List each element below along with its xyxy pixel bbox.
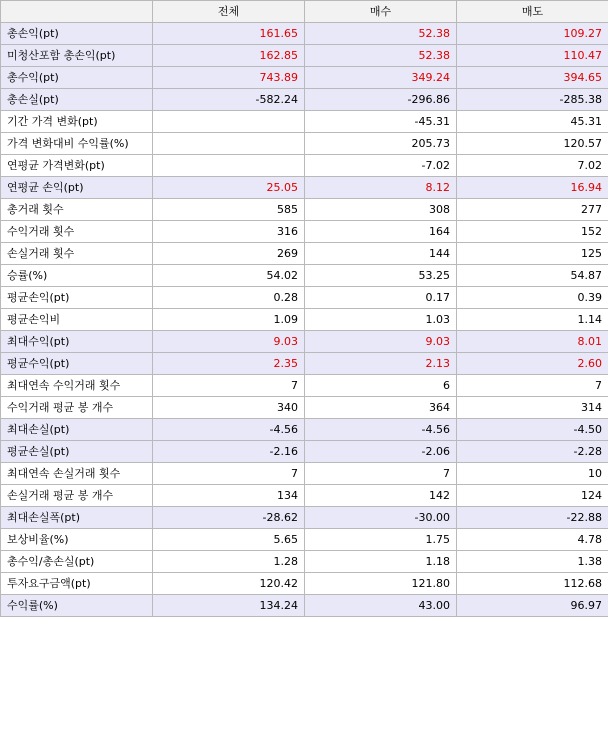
row-label: 총손익(pt): [1, 23, 153, 45]
table-row: [1, 441, 608, 463]
cell-sell: 96.97: [457, 595, 608, 617]
table-header: [1, 1, 608, 23]
table-row: [1, 67, 608, 89]
cell-buy: 2.13: [305, 353, 457, 375]
cell-sell: -4.50: [457, 419, 608, 441]
table-body: [1, 23, 608, 617]
cell-buy: 1.03: [305, 309, 457, 331]
table-row: [1, 221, 608, 243]
row-label: 총손실(pt): [1, 89, 153, 111]
cell-sell: 124: [457, 485, 608, 507]
row-label: 최대수익(pt): [1, 331, 153, 353]
cell-total: 54.02: [153, 265, 305, 287]
cell-sell: 1.38: [457, 551, 608, 573]
cell-total: [153, 155, 305, 177]
row-label: 승률(%): [1, 265, 153, 287]
cell-buy: 164: [305, 221, 457, 243]
cell-total: 1.28: [153, 551, 305, 573]
row-label: 최대연속 수익거래 횟수: [1, 375, 153, 397]
cell-sell: 152: [457, 221, 608, 243]
cell-sell: 4.78: [457, 529, 608, 551]
table-row: [1, 199, 608, 221]
table-row: [1, 397, 608, 419]
cell-buy: -4.56: [305, 419, 457, 441]
cell-total: 134: [153, 485, 305, 507]
cell-buy: 349.24: [305, 67, 457, 89]
table-row: [1, 243, 608, 265]
cell-buy: 52.38: [305, 23, 457, 45]
cell-buy: 52.38: [305, 45, 457, 67]
cell-total: 25.05: [153, 177, 305, 199]
row-label: 보상비율(%): [1, 529, 153, 551]
cell-buy: 364: [305, 397, 457, 419]
cell-buy: 1.75: [305, 529, 457, 551]
row-label: 손실거래 평균 봉 개수: [1, 485, 153, 507]
cell-total: -28.62: [153, 507, 305, 529]
row-label: 손실거래 횟수: [1, 243, 153, 265]
cell-sell: 16.94: [457, 177, 608, 199]
cell-total: 2.35: [153, 353, 305, 375]
cell-buy: 144: [305, 243, 457, 265]
cell-sell: -2.28: [457, 441, 608, 463]
cell-sell: 10: [457, 463, 608, 485]
table-row: [1, 89, 608, 111]
cell-sell: 2.60: [457, 353, 608, 375]
cell-total: [153, 111, 305, 133]
cell-total: 585: [153, 199, 305, 221]
table-row: [1, 419, 608, 441]
row-label: 평균수익(pt): [1, 353, 153, 375]
row-label: 연평균 손익(pt): [1, 177, 153, 199]
cell-buy: 1.18: [305, 551, 457, 573]
cell-buy: 308: [305, 199, 457, 221]
cell-sell: 110.47: [457, 45, 608, 67]
table-row: [1, 595, 608, 617]
cell-sell: 125: [457, 243, 608, 265]
row-label: 수익률(%): [1, 595, 153, 617]
table-row: [1, 485, 608, 507]
table-row: [1, 309, 608, 331]
cell-buy: -45.31: [305, 111, 457, 133]
cell-buy: 9.03: [305, 331, 457, 353]
cell-buy: 7: [305, 463, 457, 485]
cell-buy: 53.25: [305, 265, 457, 287]
cell-sell: 45.31: [457, 111, 608, 133]
cell-total: 162.85: [153, 45, 305, 67]
row-label: 총수익/총손실(pt): [1, 551, 153, 573]
cell-sell: -22.88: [457, 507, 608, 529]
cell-sell: 7: [457, 375, 608, 397]
row-label: 가격 변화대비 수익률(%): [1, 133, 153, 155]
row-label: 기간 가격 변화(pt): [1, 111, 153, 133]
row-label: 최대손실폭(pt): [1, 507, 153, 529]
header-cell-sell: 매도: [457, 1, 608, 23]
table-row: [1, 375, 608, 397]
row-label: 수익거래 평균 봉 개수: [1, 397, 153, 419]
table-row: [1, 353, 608, 375]
cell-buy: 0.17: [305, 287, 457, 309]
table-header-row: [1, 1, 608, 23]
table-row: [1, 265, 608, 287]
table-row: [1, 331, 608, 353]
cell-sell: 8.01: [457, 331, 608, 353]
row-label: 수익거래 횟수: [1, 221, 153, 243]
cell-total: 120.42: [153, 573, 305, 595]
cell-buy: 6: [305, 375, 457, 397]
cell-total: 5.65: [153, 529, 305, 551]
cell-sell: 7.02: [457, 155, 608, 177]
header-cell-corner: [1, 1, 153, 23]
cell-sell: -285.38: [457, 89, 608, 111]
cell-buy: 43.00: [305, 595, 457, 617]
row-label: 평균손실(pt): [1, 441, 153, 463]
cell-total: 269: [153, 243, 305, 265]
cell-total: -2.16: [153, 441, 305, 463]
cell-sell: 120.57: [457, 133, 608, 155]
cell-total: 7: [153, 375, 305, 397]
table-row: [1, 463, 608, 485]
header-cell-buy: 매수: [305, 1, 457, 23]
cell-total: 7: [153, 463, 305, 485]
table-row: [1, 529, 608, 551]
cell-buy: -30.00: [305, 507, 457, 529]
row-label: 최대손실(pt): [1, 419, 153, 441]
table-row: [1, 287, 608, 309]
cell-total: 340: [153, 397, 305, 419]
row-label: 미청산포함 총손익(pt): [1, 45, 153, 67]
cell-total: 1.09: [153, 309, 305, 331]
cell-total: 161.65: [153, 23, 305, 45]
cell-sell: 112.68: [457, 573, 608, 595]
cell-sell: 0.39: [457, 287, 608, 309]
table-row: [1, 551, 608, 573]
table-row: [1, 23, 608, 45]
table-row: [1, 133, 608, 155]
row-label: 총거래 횟수: [1, 199, 153, 221]
cell-sell: 109.27: [457, 23, 608, 45]
row-label: 연평균 가격변화(pt): [1, 155, 153, 177]
table-row: [1, 111, 608, 133]
row-label: 총수익(pt): [1, 67, 153, 89]
table-row: [1, 507, 608, 529]
cell-sell: 54.87: [457, 265, 608, 287]
header-cell-total: 전체: [153, 1, 305, 23]
table-row: [1, 45, 608, 67]
cell-buy: 121.80: [305, 573, 457, 595]
cell-total: 316: [153, 221, 305, 243]
cell-sell: 277: [457, 199, 608, 221]
cell-buy: 8.12: [305, 177, 457, 199]
cell-sell: 394.65: [457, 67, 608, 89]
cell-total: 9.03: [153, 331, 305, 353]
cell-buy: 205.73: [305, 133, 457, 155]
cell-sell: 1.14: [457, 309, 608, 331]
cell-total: -582.24: [153, 89, 305, 111]
row-label: 최대연속 손실거래 횟수: [1, 463, 153, 485]
cell-buy: -7.02: [305, 155, 457, 177]
row-label: 평균손익(pt): [1, 287, 153, 309]
cell-total: -4.56: [153, 419, 305, 441]
cell-sell: 314: [457, 397, 608, 419]
table-row: [1, 155, 608, 177]
table-row: [1, 177, 608, 199]
table-row: [1, 573, 608, 595]
row-label: 평균손익비: [1, 309, 153, 331]
cell-buy: -2.06: [305, 441, 457, 463]
row-label: 투자요구금액(pt): [1, 573, 153, 595]
cell-total: 743.89: [153, 67, 305, 89]
cell-total: 0.28: [153, 287, 305, 309]
cell-total: [153, 133, 305, 155]
cell-total: 134.24: [153, 595, 305, 617]
cell-buy: 142: [305, 485, 457, 507]
cell-buy: -296.86: [305, 89, 457, 111]
